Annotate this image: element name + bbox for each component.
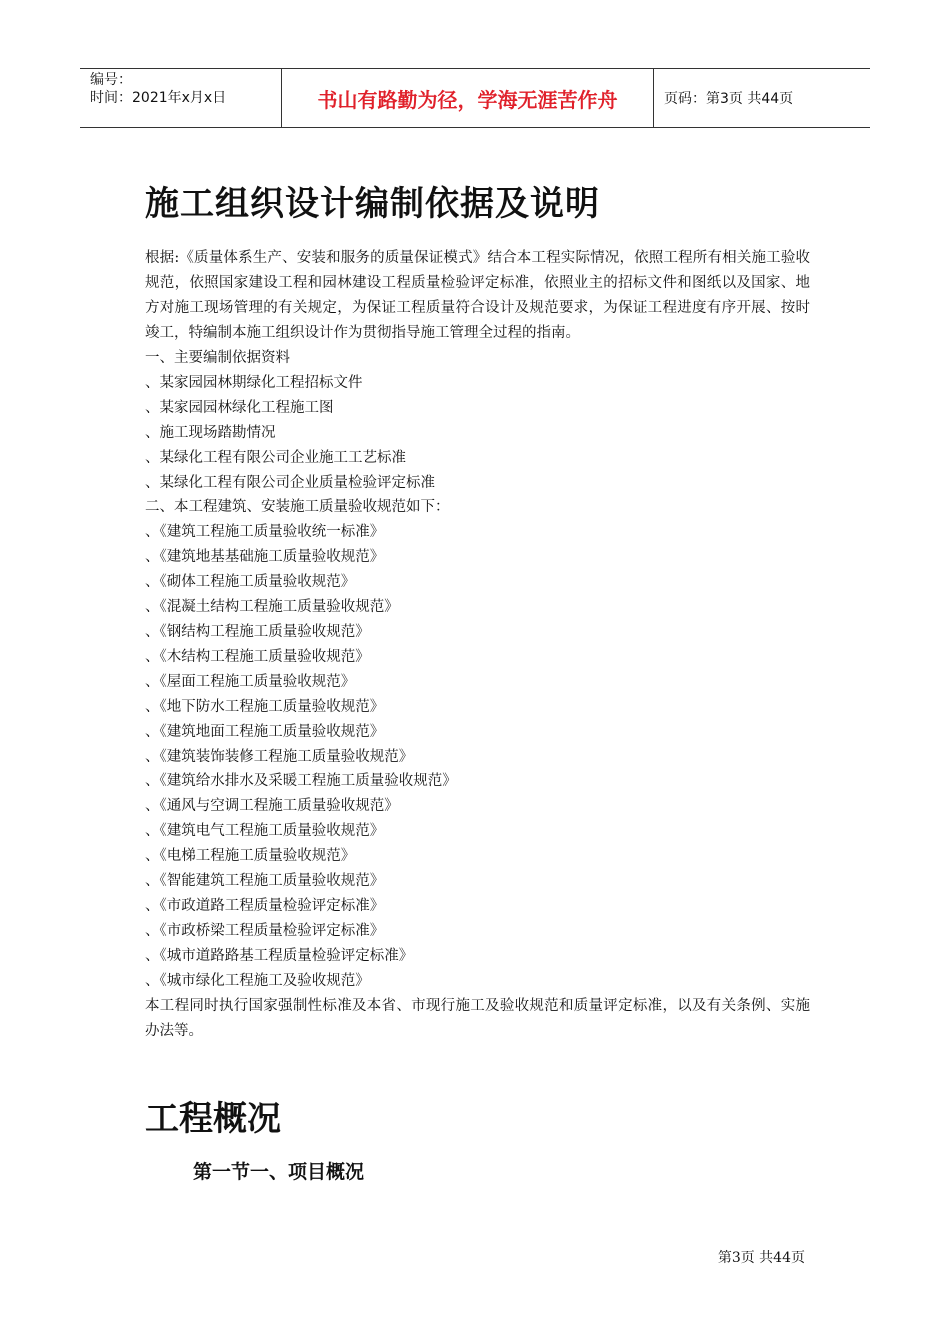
list-item: 、《市政桥梁工程质量检验评定标准》	[145, 922, 385, 939]
list-item: 、《建筑装饰装修工程施工质量验收规范》	[145, 748, 414, 765]
document-time-label: 时间：2021年x月x日	[90, 90, 227, 106]
page-footer: 第3页 共44页	[717, 1250, 805, 1266]
list-item: 一、主要编制依据资料	[145, 350, 290, 366]
basis-list	[145, 346, 810, 994]
list-item: 、《建筑给水排水及采暖工程施工质量验收规范》	[145, 773, 457, 790]
header-page-label: 页码：第3页 共44页	[664, 91, 794, 107]
list-item: 、《屋面工程施工质量验收规范》	[145, 673, 356, 690]
list-item: 、《建筑电气工程施工质量验收规范》	[145, 823, 385, 840]
page-title: 施工组织设计编制依据及说明	[145, 184, 600, 224]
header-motto: 书山有路勤为径，学海无涯苦作舟	[282, 69, 654, 127]
list-item: 、《砌体工程施工质量验收规范》	[145, 574, 356, 591]
list-item: 、某绿化工程有限公司企业施工工艺标准	[145, 449, 406, 466]
list-item: 、《地下防水工程施工质量验收规范》	[145, 698, 385, 715]
closing-paragraph: 本工程同时执行国家强制性标准及本省、市现行施工及验收规范和质量评定标准，以及有关条例、实施办法等。	[145, 997, 810, 1039]
list-item: 二、本工程建筑、安装施工质量验收规范如下：	[145, 499, 450, 516]
list-item: 、某绿化工程有限公司企业质量检验评定标准	[145, 474, 435, 491]
list-item: 、《混凝土结构工程施工质量验收规范》	[145, 599, 399, 616]
list-item: 、《市政道路工程质量检验评定标准》	[145, 897, 385, 914]
list-item: 、《钢结构工程施工质量验收规范》	[145, 623, 370, 640]
list-item: 、《通风与空调工程施工质量验收规范》	[145, 798, 399, 815]
header-meta	[80, 69, 282, 127]
list-item: 、《智能建筑工程施工质量验收规范》	[145, 873, 385, 890]
list-item: 、《建筑工程施工质量验收统一标准》	[145, 524, 385, 541]
list-item: 、某家园园林期绿化工程招标文件	[145, 374, 363, 391]
page-header	[80, 68, 870, 128]
section-title: 工程概况	[145, 1098, 281, 1139]
list-item: 、《木结构工程施工质量验收规范》	[145, 648, 370, 665]
list-item: 、施工现场踏勘情况	[145, 424, 276, 441]
document-body	[145, 170, 810, 1188]
list-item: 、《电梯工程施工质量验收规范》	[145, 848, 356, 865]
list-item: 、某家园园林绿化工程施工图	[145, 399, 334, 416]
list-item: 、《建筑地面工程施工质量验收规范》	[145, 723, 385, 740]
subsection-title: 第一节一、项目概况	[193, 1160, 365, 1183]
document-number-label: 编号：	[90, 72, 132, 88]
list-item: 、《城市道路路基工程质量检验评定标准》	[145, 947, 414, 964]
list-item: 、《建筑地基基础施工质量验收规范》	[145, 549, 385, 566]
list-item: 、《城市绿化工程施工及验收规范》	[145, 972, 370, 989]
intro-paragraph: 根据:《质量体系生产、安装和服务的质量保证模式》结合本工程实际情况，依照工程所有相关施工验收规范，依照国家建设工程和园林建设工程质量检验评定标准，依照业主的招标文件和图纸以及国家、地方对施工现场管理的有关规定，为保证工程质量符合设计及规范要求，为保证工程进度有序开展、按时竣工，特编制本施工组织设计作为贯彻指导施工管理全过程的指南。	[145, 250, 810, 341]
